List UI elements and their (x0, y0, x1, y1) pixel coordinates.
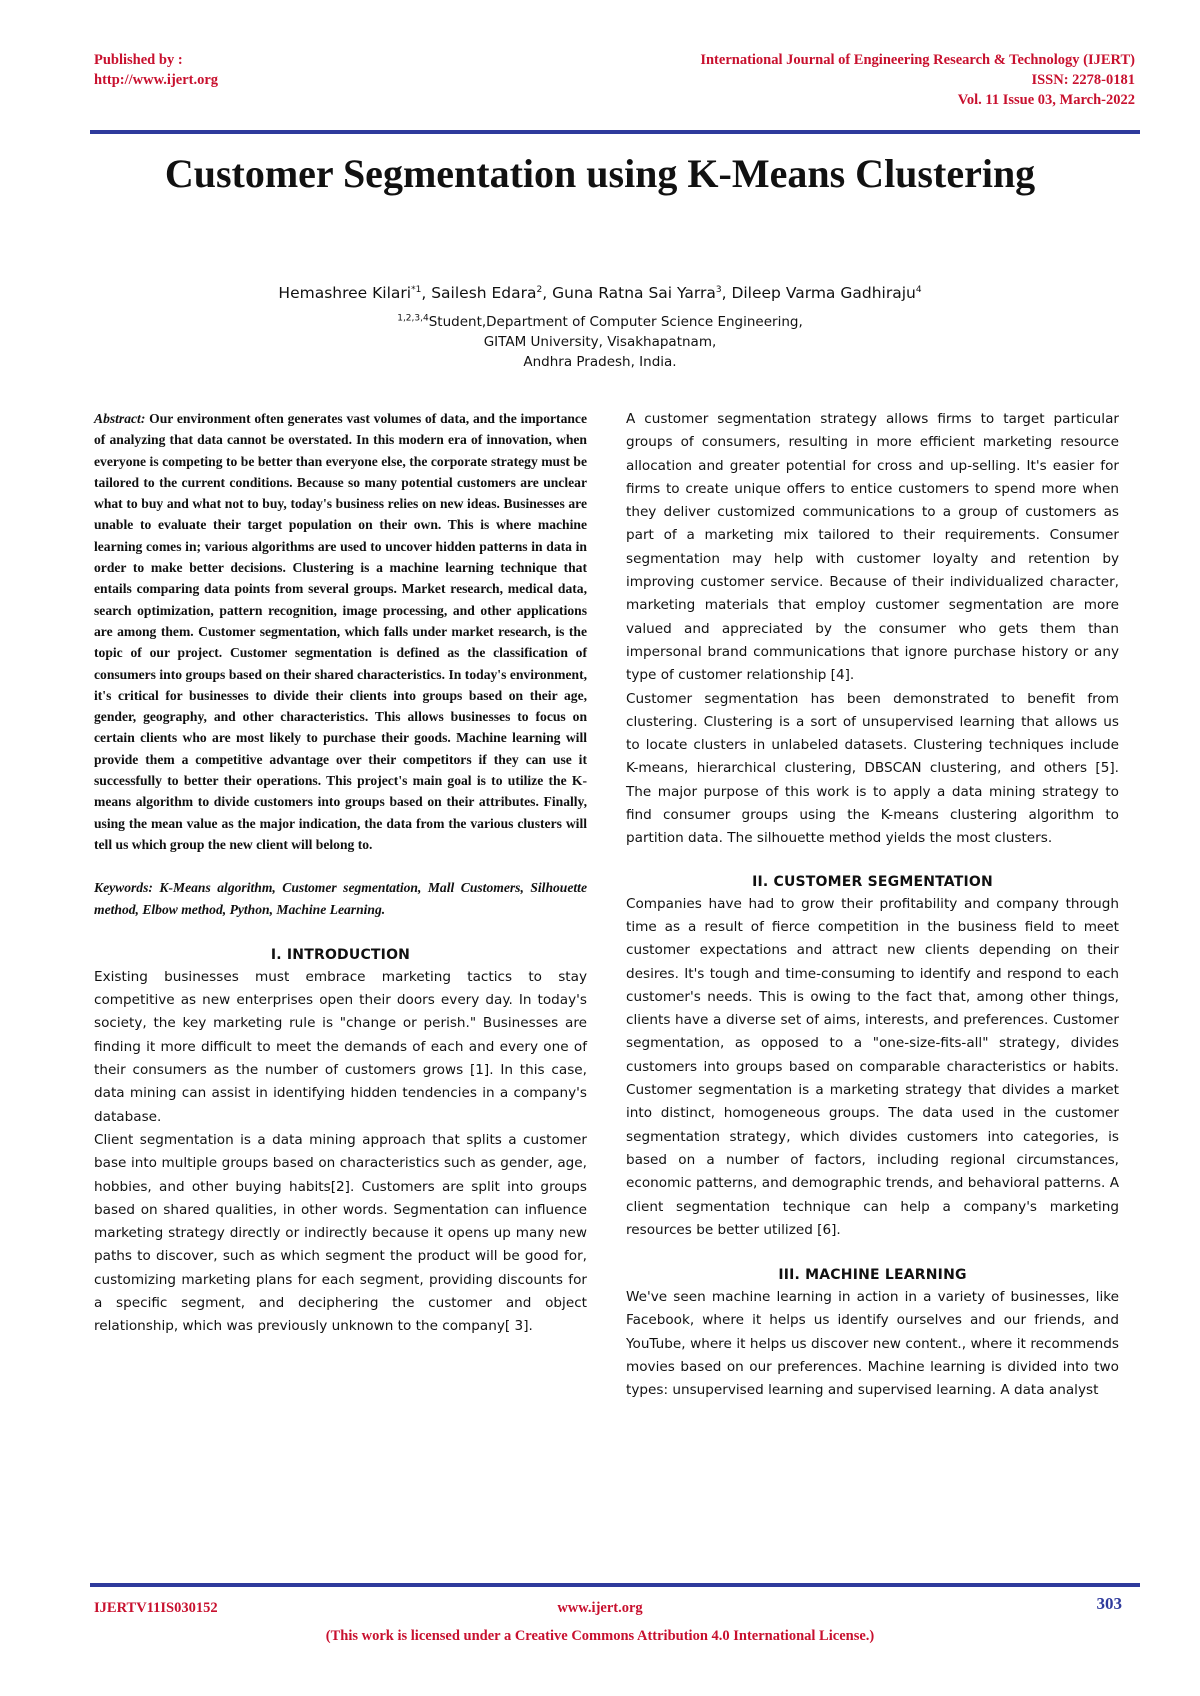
author-list: Hemashree Kilari$^{*1}$, Sailesh Edara$^2$, Guna Ratna Sai Yarra$^3$, Dileep Varma Gadhiraju$^4$ (278, 284, 922, 302)
author-name: Guna Ratna Sai Yarra (552, 284, 716, 302)
license-notice: (This work is licensed under a Creative Commons Attribution 4.0 International License.) (325, 1628, 875, 1644)
paragraph: Companies have had to grow their profitability and company through time as a result of fierce competition in the business field to meet customer expectations and attract new clients depending on their desires. It's tough and time-consuming to identify and respond to each customer's needs. This is owing to the fact that, among other things, clients have a diverse set of aims, interests, and preferences. Customer segmentation, as opposed to a "one-size-fits-all" strategy, divides customers into groups based on comparable characteristics or habits. Customer segmentation is a marketing strategy that divides a market into distinct, homogeneous groups. The data used in the customer segmentation strategy, which divides customers into categories, is based on a number of factors, including regional circumstances, economic patterns, and demographic trends, and behavioral patterns. A client segmentation technique can help a company's marketing resources be better utilized [6]. (626, 895, 1119, 1238)
left-column (94, 408, 587, 1339)
section-heading-introduction: I. INTRODUCTION (270, 946, 411, 963)
journal-url-link[interactable]: http://www.ijert.org (94, 72, 219, 88)
author-superscript: 4 (915, 284, 922, 295)
journal-name: International Journal of Engineering Research & Technology (IJERT) (700, 52, 1135, 68)
header-divider (90, 130, 1140, 134)
footer-site-link[interactable]: www.ijert.org (557, 1600, 643, 1616)
volume-issue: Vol. 11 Issue 03, March-2022 (957, 92, 1135, 108)
paper-title: Customer Segmentation using K-Means Clustering (164, 151, 1036, 196)
paragraph: A customer segmentation strategy allows firms to target particular groups of consumers, resulting in more efficient marketing resource allocation and greater potential for cross and up-selling. It's easier for firms to create unique offers to entice customers to spend more when they deliver customized communications to a group of customers as part of a marketing mix tailored to their requirements. Consumer segmentation may help with customer loyalty and retention by improving customer service. Because of their individualized character, marketing materials that employ customer segmentation are more valued and appreciated by the consumer who gets them than impersonal brand communications that ignore purchase history or any type of customer relationship [4]. (626, 411, 1119, 684)
affiliation (150, 312, 1050, 372)
affiliation-line: Andhra Pradesh, India. (523, 354, 677, 370)
affiliation-superscript: 1,2,3,4 (397, 313, 429, 324)
footer-divider (90, 1583, 1140, 1587)
author-superscript: 3 (715, 284, 722, 295)
issn: ISSN: 2278-0181 (1031, 72, 1135, 88)
keywords (94, 877, 587, 920)
author-name: Sailesh Edara (431, 284, 537, 302)
affiliation-line: $^{1,2,3,4}$Student,Department of Computer Science Engineering, (397, 313, 803, 330)
affiliation-line: GITAM University, Visakhapatnam, (483, 334, 717, 350)
author-superscript: *1 (411, 284, 422, 295)
paragraph: Customer segmentation has been demonstrated to benefit from clustering. Clustering is a sort of unsupervised learning that allows us to locate clusters in unlabeled datasets. Clustering techniques include K-means, hierarchical clustering, DBSCAN clustering, and others [5]. The major purpose of this work is to apply a data mining strategy to find consumer groups using the K-means clustering algorithm to partition data. The silhouette method yields the most clusters. (626, 690, 1119, 847)
published-by: Published by : (94, 52, 183, 68)
header-left (94, 50, 218, 90)
section-heading-customer-segmentation: II. CUSTOMER SEGMENTATION (752, 873, 993, 890)
paragraph: Client segmentation is a data mining approach that splits a customer base into multiple groups based on characteristics such as gender, age, hobbies, and other buying habits[2]. Customers are split into groups based on shared qualities, in other words. Segmentation can influence marketing strategy directly or indirectly because it opens up many new paths to discover, such as which segment the product will be good for, customizing marketing plans for each segment, providing discounts for a specific segment, and deciphering the customer and object relationship, which was previously unknown to the company[ 3]. (94, 1131, 587, 1335)
paragraph: We've seen machine learning in action in a variety of businesses, like Facebook, where it helps us identify ourselves and our friends, and YouTube, where it helps us discover new content., where it recommends movies based on our preferences. Machine learning is divided into two types: unsupervised learning and supervised learning. A data analyst (626, 1289, 1119, 1399)
keywords-label: Keywords: (94, 880, 153, 896)
author-name: Dileep Varma Gadhiraju (731, 284, 916, 302)
keywords-text: K-Means algorithm, Customer segmentation, Mall Customers, Silhouette method, Elbow method, Python, Machine Learning. (94, 880, 587, 917)
abstract-label: Abstract: (94, 411, 146, 426)
paragraph: Existing businesses must embrace marketing tactics to stay competitive as new enterprises open their doors every day. In today's society, the key marketing rule is "change or perish." Businesses are finding it more difficult to meet the demands of each and every one of their consumers as the number of customers grows [1]. In this case, data mining can assist in identifying hidden tendencies in a company's database. (94, 968, 587, 1125)
paper-id: IJERTV11IS030152 (94, 1600, 218, 1616)
page-number: 303 (1096, 1594, 1122, 1613)
section-heading-machine-learning: III. MACHINE LEARNING (778, 1267, 967, 1284)
abstract (94, 408, 587, 855)
abstract-text: Our environment often generates vast volumes of data, and the importance of analyzing that data cannot be overstated. In this modern era of innovation, when everyone is competing to be better than everyone else, the corporate strategy must be tailored to the current conditions. Because so many potential customers are unclear what to buy and what not to buy, today's business relies on new ideas. Businesses are unable to evaluate their target population on their own. This is where machine learning comes in; various algorithms are used to uncover hidden patterns in data in order to make better decisions. Clustering is a machine learning technique that entails comparing data points from several groups. Market research, medical data, search optimization, pattern recognition, image processing, and other applications are among them. Customer segmentation, which falls under market research, is the topic of our project. Customer segmentation is defined as the classification of consumers into groups based on their shared characteristics. In today's environment, it's critical for businesses to divide their clients into groups based on their age, gender, geography, and other characteristics. This allows businesses to focus on certain clients who are most likely to purchase their goods. Machine learning will provide them a competitive advantage over their competitors if they can use it successfully to better their operations. This project's main goal is to utilize the K-means algorithm to divide customers into groups based on their attributes. Finally, using the mean value as the major indication, the data from the various clusters will tell us which group the new client will belong to. (94, 411, 587, 852)
author-superscript: 2 (536, 284, 543, 295)
header-right (700, 50, 1135, 110)
right-column (626, 408, 1119, 1403)
author-name: Hemashree Kilari (278, 284, 412, 302)
